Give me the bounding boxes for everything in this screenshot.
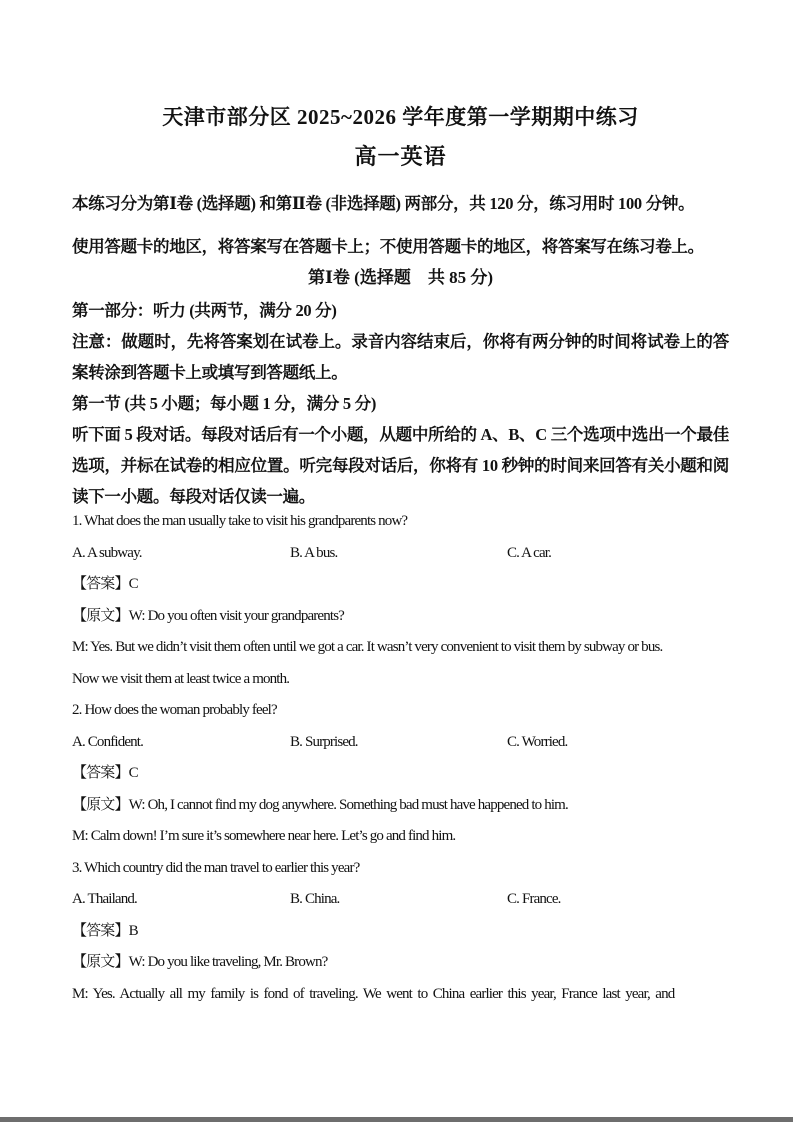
option-c: C. Worried. xyxy=(507,733,568,750)
transcript-label: 【原文】 xyxy=(72,954,129,970)
question-options xyxy=(72,884,729,916)
answer-line xyxy=(72,916,729,948)
option-c: C. A car. xyxy=(507,544,552,561)
transcript-line: M: Yes. But we didn’t visit them often until we got a car. It wasn’t very convenient to visit them by subway or bus. xyxy=(72,639,663,655)
section-instructions: 听下面 5 段对话。每段对话后有一个小题，从题中所给的 A、B、C 三个选项中选出一个最佳选项，并标在试卷的相应位置。听完每段对话后，你将有 10 秒钟的时间来回答有关小题和阅读下一小题。每段对话仅读一遍。 xyxy=(72,425,729,506)
answer-label: 【答案】 xyxy=(72,765,129,781)
window-bottom-edge xyxy=(0,1117,793,1122)
option-b: B. China. xyxy=(290,891,340,907)
answer-line xyxy=(72,758,729,790)
option-a: A. Thailand. xyxy=(72,891,137,907)
section-heading: 第一节 (共 5 小题；每小题 1 分，满分 5 分) xyxy=(72,394,377,413)
option-a: A. A subway. xyxy=(72,544,142,561)
answer-value: B xyxy=(128,922,138,939)
transcript-line xyxy=(72,947,729,979)
answer-line xyxy=(72,569,729,601)
volume-heading: 第Ⅰ卷 (选择题 共 85 分) xyxy=(307,268,494,287)
part-heading: 第一部分：听力 (共两节，满分 20 分) xyxy=(72,301,337,320)
transcript-line: M: Yes. Actually all my family is fond of traveling. We went to China earlier this year, France last year, and xyxy=(72,985,675,1002)
question-options xyxy=(72,538,729,570)
questions-block xyxy=(72,506,729,1010)
exam-subtitle: 高一英语 xyxy=(354,144,447,169)
transcript-text: W: Oh, I cannot find my dog anywhere. Something bad must have happened to him. xyxy=(128,796,568,813)
option-c: C. France. xyxy=(507,891,561,907)
transcript-line xyxy=(72,790,729,822)
answer-label: 【答案】 xyxy=(72,576,129,592)
option-b: B. A bus. xyxy=(290,544,338,561)
answer-value: C xyxy=(128,576,138,592)
transcript-line: Now we visit them at least twice a month. xyxy=(72,670,290,687)
transcript-text: W: Do you often visit your grandparents? xyxy=(128,607,344,624)
question-stem: 3. Which country did the man travel to earlier this year? xyxy=(72,859,360,876)
transcript-label: 【原文】 xyxy=(72,607,129,624)
notice-paragraph: 注意：做题时，先将答案划在试卷上。录音内容结束后，你将有两分钟的时间将试卷上的答案转涂到答题卡上或填写到答题纸上。 xyxy=(72,332,729,382)
question-stem: 1. What does the man usually take to visit his grandparents now? xyxy=(72,513,408,529)
question-stem: 2. How does the woman probably feel? xyxy=(72,702,277,718)
exam-intro-line1: 本练习分为第Ⅰ卷 (选择题) 和第Ⅱ卷 (非选择题) 两部分，共 120 分，练习用时 100 分钟。 xyxy=(72,194,695,213)
exam-title: 天津市部分区 2025~2026 学年度第一学期期中练习 xyxy=(162,105,639,129)
transcript-line xyxy=(72,601,729,633)
answer-label: 【答案】 xyxy=(72,922,129,939)
transcript-text: W: Do you like traveling, Mr. Brown? xyxy=(128,954,328,970)
exam-intro-line2: 使用答题卡的地区，将答案写在答题卡上；不使用答题卡的地区，将答案写在练习卷上。 xyxy=(72,237,704,256)
option-b: B. Surprised. xyxy=(290,733,358,750)
transcript-label: 【原文】 xyxy=(72,796,129,813)
question-options xyxy=(72,727,729,759)
option-a: A. Confident. xyxy=(72,733,144,750)
transcript-line: M: Calm down! I’m sure it’s somewhere near here. Let’s go and find him. xyxy=(72,828,456,844)
answer-value: C xyxy=(128,765,138,781)
